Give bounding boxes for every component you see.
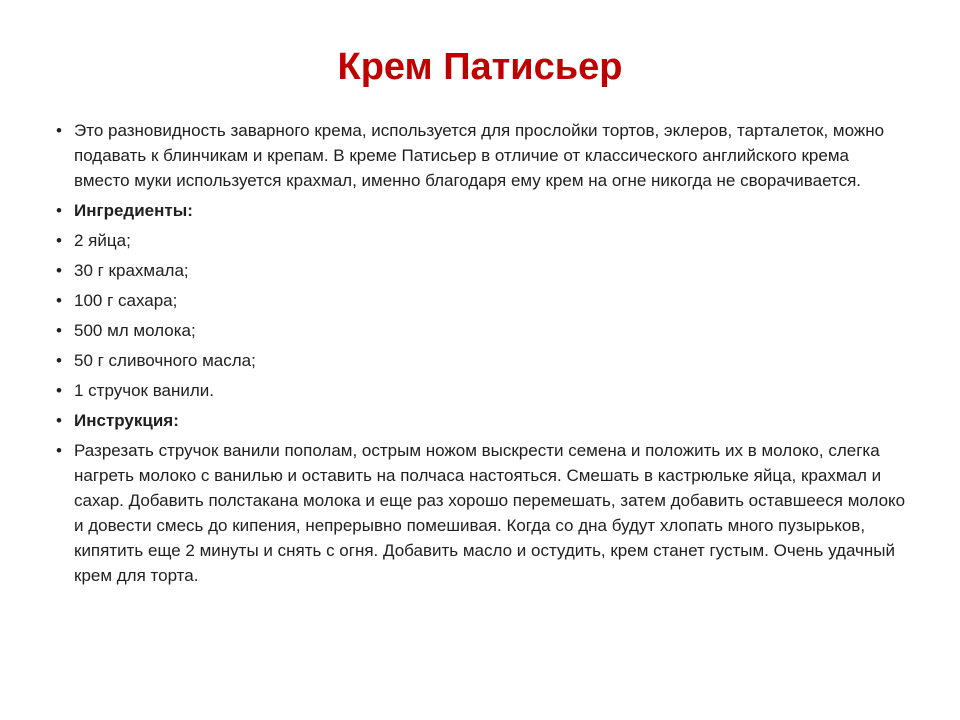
bullet-icon: •: [56, 121, 62, 140]
list-item-ingredient: [56, 318, 906, 343]
bullet-icon: •: [56, 441, 62, 460]
bullet-icon: •: [56, 321, 62, 340]
slide-title: Крем Патисьер: [337, 46, 623, 88]
list-item-ingredients-heading: [56, 198, 906, 223]
list-item-instructions-heading: [56, 408, 906, 433]
list-item-ingredient: [56, 378, 906, 403]
bullet-icon: •: [56, 291, 62, 310]
bullet-icon: •: [56, 351, 62, 370]
bullet-icon: •: [56, 261, 62, 280]
item-text: 2 яйца;: [74, 231, 131, 250]
bullet-icon: •: [56, 231, 62, 250]
list-item-instructions: [56, 438, 906, 588]
item-text: 100 г сахара;: [74, 291, 178, 310]
item-text: Ингредиенты:: [74, 201, 193, 220]
list-item-description: [56, 118, 906, 193]
item-text: 1 стручок ванили.: [74, 381, 215, 400]
list-item-ingredient: [56, 288, 906, 313]
item-text: 30 г крахмала;: [74, 261, 189, 280]
bullet-icon: •: [56, 381, 62, 400]
content-list: [56, 118, 906, 593]
item-text: 500 мл молока;: [74, 321, 196, 340]
bullet-icon: •: [56, 411, 62, 430]
list-item-ingredient: [56, 348, 906, 373]
bullet-icon: •: [56, 201, 62, 220]
list-item-ingredient: [56, 228, 906, 253]
item-text: 50 г сливочного масла;: [74, 351, 256, 370]
item-text: Инструкция:: [74, 411, 179, 430]
item-text: Разрезать стручок ванили пополам, острым ножом выскрести семена и положить их в молоко, слегка нагреть молоко с ванилью и оставить на полчаса настояться. Смешать в кастрюльке яйца, крахмал и сахар. Добавить полстакана молока и еще раз хорошо перемешать, затем добавить оставшееся молоко и довести смесь до кипения, непрерывно помешивая. Когда со дна будут хлопать много пузырьков, кипятить еще 2 минуты и снять с огня. Добавить масло и остудить, крем станет густым. Очень удачный крем для торта.: [74, 441, 906, 585]
list-item-ingredient: [56, 258, 906, 283]
item-text: Это разновидность заварного крема, используется для прослойки тортов, эклеров, тарталеток, можно подавать к блинчикам и крепам. В креме Патисьер в отличие от классического английского крема вместо муки используется крахмал, именно благодаря ему крем на огне никогда не сворачивается.: [74, 121, 885, 190]
